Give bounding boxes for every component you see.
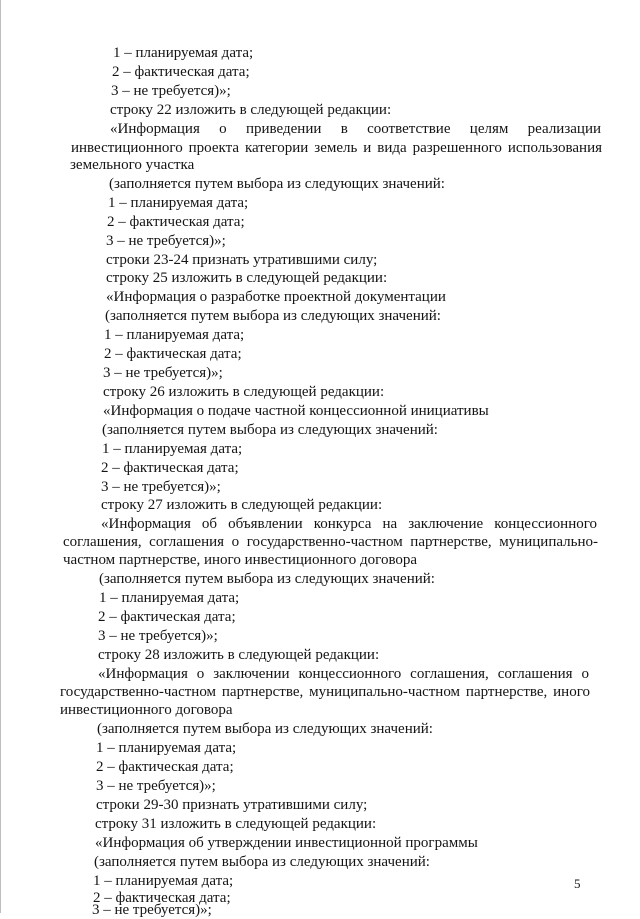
text-line: строку 26 изложить в следующей редакции:: [103, 384, 385, 400]
text-line: «Информация о заключении концессионного соглашения, соглашения о: [98, 666, 589, 682]
text-line: 2 – фактическая дата;: [107, 214, 245, 230]
text-line: (заполняется путем выбора из следующих значений:: [109, 176, 445, 192]
text-line: соглашения, соглашения о государственно-частном партнерстве, муниципально-: [63, 534, 598, 550]
text-line: 2 – фактическая дата;: [112, 64, 250, 80]
text-line: 1 – планируемая дата;: [93, 873, 234, 889]
text-line: государственно-частном партнерстве, муниципально-частном партнерстве, иного: [60, 684, 590, 700]
text-line: 1 – планируемая дата;: [102, 441, 243, 457]
text-line: «Информация об утверждении инвестиционной программы: [95, 835, 478, 851]
text-line: инвестиционного проекта категории земель и вида разрешенного использования: [71, 140, 602, 156]
text-line: строку 22 изложить в следующей редакции:: [110, 102, 392, 118]
text-line: строки 29-30 признать утратившими силу;: [96, 797, 368, 813]
text-line: 3 – не требуется)»;: [96, 778, 216, 794]
text-line: строку 28 изложить в следующей редакции:: [98, 647, 380, 663]
text-line: строку 25 изложить в следующей редакции:: [106, 270, 388, 286]
text-line: инвестиционного договора: [60, 702, 233, 718]
text-line: 3 – не требуется)»;: [111, 83, 231, 99]
text-line: 2 – фактическая дата;: [93, 890, 231, 906]
text-line: (заполняется путем выбора из следующих значений:: [105, 308, 441, 324]
text-line: 1 – планируемая дата;: [96, 740, 237, 756]
text-line: 3 – не требуется)»;: [98, 628, 218, 644]
text-line: 1 – планируемая дата;: [104, 327, 245, 343]
scan-edge-line: [0, 0, 1, 913]
text-line: 2 – фактическая дата;: [101, 460, 239, 476]
text-line: 3 – не требуется)»;: [101, 479, 221, 495]
text-line: строки 23-24 признать утратившими силу;: [106, 252, 378, 268]
text-line: «Информация о приведении в соответствие целям реализации: [110, 121, 601, 137]
text-line: 2 – фактическая дата;: [98, 609, 236, 625]
text-line: (заполняется путем выбора из следующих значений:: [94, 854, 430, 870]
text-line: (заполняется путем выбора из следующих значений:: [97, 721, 433, 737]
text-line: 2 – фактическая дата;: [96, 759, 234, 775]
text-line: 3 – не требуется)»;: [103, 365, 223, 381]
text-line: 1 – планируемая дата;: [108, 195, 249, 211]
text-line: 1 – планируемая дата;: [99, 590, 240, 606]
text-line: 2 – фактическая дата;: [104, 346, 242, 362]
text-line: строку 27 изложить в следующей редакции:: [101, 497, 383, 513]
text-line: строку 31 изложить в следующей редакции:: [95, 816, 377, 832]
text-line: (заполняется путем выбора из следующих значений:: [102, 422, 438, 438]
text-line: 3 – не требуется)»;: [106, 233, 226, 249]
text-line: 3 – не требуется)»;: [92, 902, 212, 918]
text-line: «Информация о подаче частной концессионной инициативы: [103, 403, 489, 419]
text-line: 1 – планируемая дата;: [113, 45, 254, 61]
page-number: 5: [574, 876, 581, 891]
text-line: «Информация об объявлении конкурса на заключение концессионного: [101, 516, 597, 532]
text-line: «Информация о разработке проектной документации: [106, 289, 446, 305]
text-line: (заполняется путем выбора из следующих значений:: [99, 571, 435, 587]
text-line: земельного участка: [70, 157, 195, 173]
text-line: частном партнерстве, иного инвестиционного договора: [63, 552, 418, 568]
